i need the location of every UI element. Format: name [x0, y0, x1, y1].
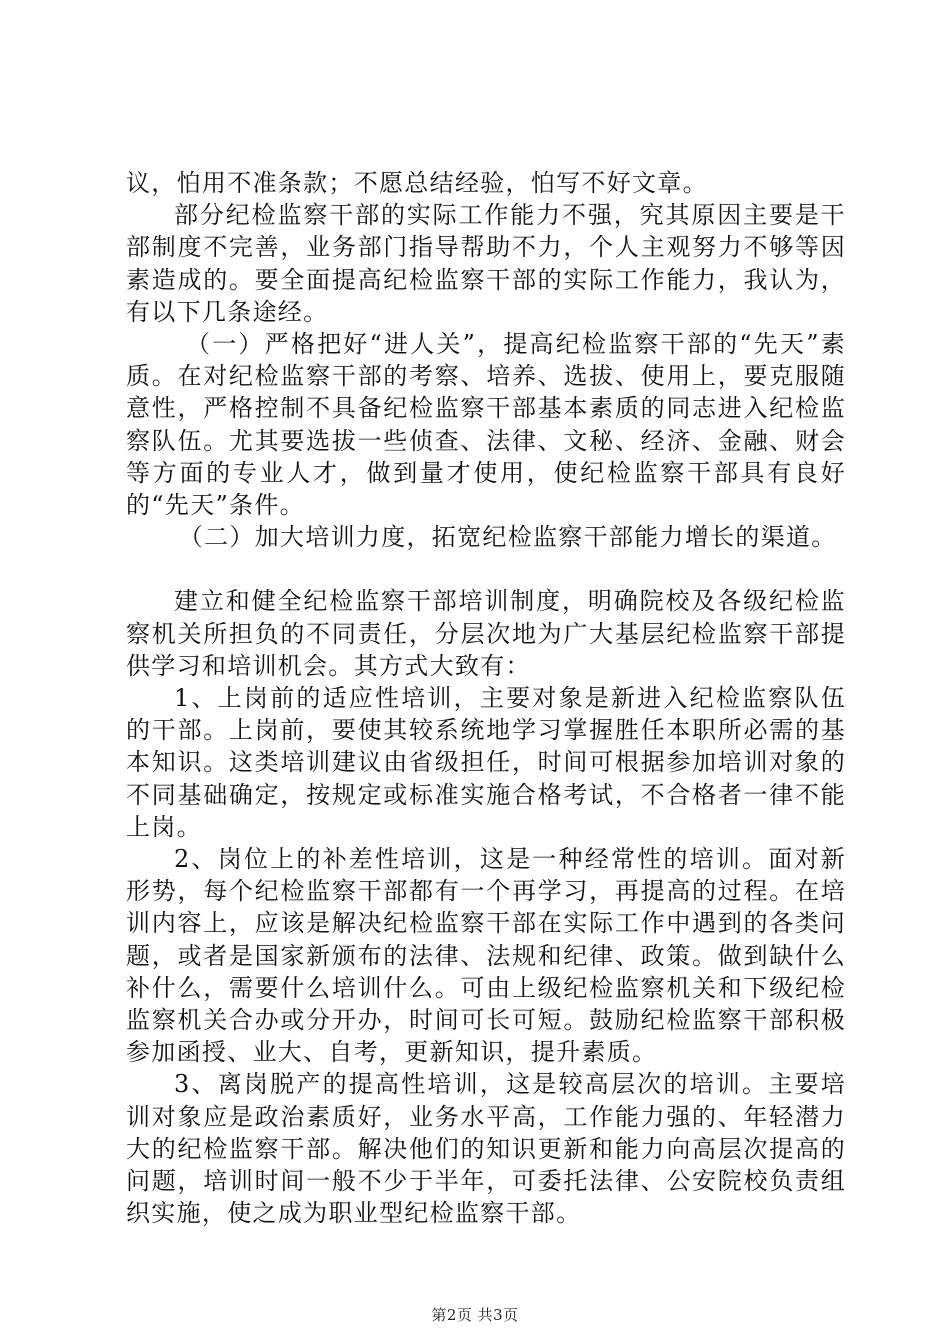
- page-number-footer: 第2页 共3页: [431, 1306, 519, 1324]
- section-heading-one: （一）严格把好“进人关”，提高纪检监察干部的“先天”素质。在对纪检监察干部的考察、培养、选拔、使用上，要克服随意性，严格控制不具备纪检监察干部基本素质的同志进入纪检监察队伍。尤其要选拔一些侦查、法律、文秘、经济、金融、财会等方面的专业人才，做到量才使用，使纪检监察干部具有良好的“先天”条件。: [126, 330, 846, 520]
- document-body: [126, 167, 846, 1230]
- list-item-pre-job-training: 1、上岗前的适应性培训，主要对象是新进入纪检监察队伍的干部。上岗前，要使其较系统地学习掌握胜任本职所必需的基本知识。这类培训建议由省级担任，时间可根据参加培训对象的不同基础确定，按规定或标准实施合格考试，不合格者一律不能上岗。: [126, 684, 846, 841]
- paragraph-continuation: 议，怕用不准条款；不愿总结经验，怕写不好文章。: [126, 169, 708, 197]
- section-heading-two: （二）加大培训力度，拓宽纪检监察干部能力增长的渠道。: [178, 523, 837, 552]
- list-item-on-job-training: 2、岗位上的补差性培训，这是一种经常性的培训。面对新形势，每个纪检监察干部都有一个再学习，再提高的过程。在培训内容上，应该是解决纪检监察干部在实际工作中遇到的各类问题，或者是国家新颁布的法律、法规和纪律、政策。做到缺什么补什么，需要什么培训什么。可由上级纪检监察机关和下级纪检监察机关合办或分开办，时间可长可短。鼓励纪检监察干部积极参加函授、业大、自考，更新知识，提升素质。: [126, 845, 846, 1067]
- list-item-off-job-training: 3、离岗脱产的提高性培训，这是较高层次的培训。主要培训对象应是政治素质好，业务水平高，工作能力强的、年轻潜力大的纪检监察干部。解决他们的知识更新和能力向高层次提高的问题，培训时间一般不少于半年，可委托法律、公安院校负责组织实施，使之成为职业型纪检监察干部。: [126, 1070, 846, 1228]
- paragraph-training-system: 建立和健全纪检监察干部培训制度，明确院校及各级纪检监察机关所担负的不同责任，分层次地为广大基层纪检监察干部提供学习和培训机会。其方式大致有：: [126, 587, 846, 680]
- paragraph-analysis: 部分纪检监察干部的实际工作能力不强，究其原因主要是干部制度不完善，业务部门指导帮助不力，个人主观努力不够等因素造成的。要全面提高纪检监察干部的实际工作能力，我认为，有以下几条途经。: [126, 201, 846, 326]
